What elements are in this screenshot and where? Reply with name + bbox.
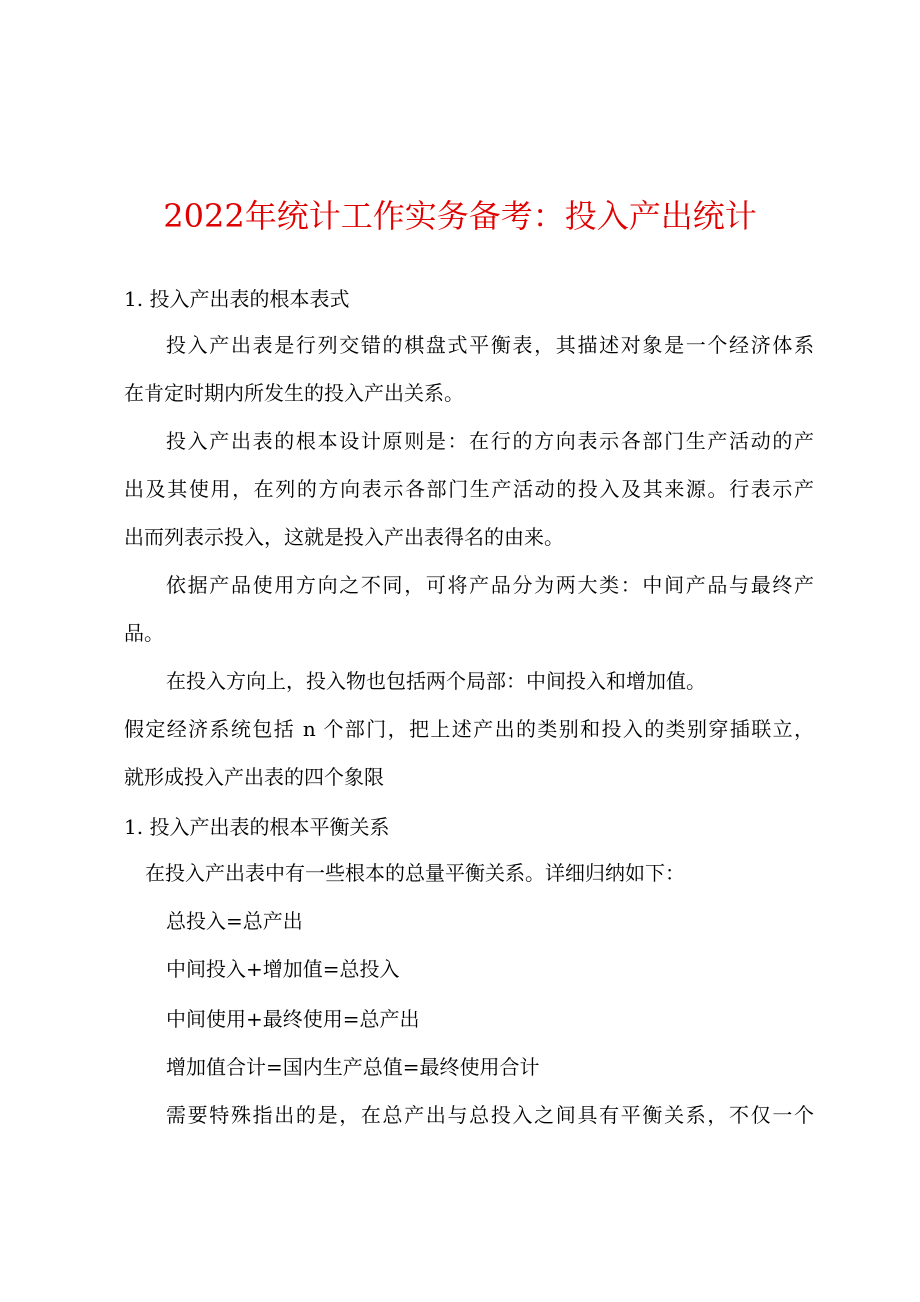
paragraph-line: 出而列表示投入，这就是投入产出表得名的由来。 xyxy=(124,525,564,549)
paragraph-line: 投入产出表是行列交错的棋盘式平衡表，其描述对象是一个经济体系 xyxy=(166,333,814,357)
paragraph-line: 就形成投入产出表的四个象限 xyxy=(124,765,384,789)
paragraph-line: 假定经济系统包括 n 个部门，把上述产出的类别和投入的类别穿插联立， xyxy=(124,717,814,741)
paragraph-line: 在投入方向上，投入物也包括两个局部：中间投入和增加值。 xyxy=(166,669,706,693)
formula-line: 总投入=总产出 xyxy=(166,909,303,933)
paragraph-line: 依据产品使用方向之不同，可将产品分为两大类：中间产品与最终产 xyxy=(166,573,814,597)
section-heading-2: 1. 投入产出表的根本平衡关系 xyxy=(124,815,390,839)
paragraph-line: 投入产出表的根本设计原则是：在行的方向表示各部门生产活动的产 xyxy=(166,429,814,453)
formula-line: 增加值合计=国内生产总值=最终使用合计 xyxy=(166,1055,540,1079)
paragraph-line: 在肯定时期内所发生的投入产出关系。 xyxy=(124,381,464,405)
paragraph-line: 在投入产出表中有一些根本的总量平衡关系。详细归纳如下： xyxy=(145,861,685,885)
document-title: 2022年统计工作实务备考：投入产出统计 xyxy=(163,197,757,235)
paragraph-line: 品。 xyxy=(124,621,164,645)
paragraph-line: 出及其使用，在列的方向表示各部门生产活动的投入及其来源。行表示产 xyxy=(124,477,814,501)
paragraph-line: 需要特殊指出的是，在总产出与总投入之间具有平衡关系，不仅一个 xyxy=(166,1103,814,1127)
section-heading-1: 1. 投入产出表的根本表式 xyxy=(124,287,350,311)
formula-line: 中间投入+增加值=总投入 xyxy=(166,957,400,981)
formula-line: 中间使用+最终使用=总产出 xyxy=(166,1007,420,1031)
